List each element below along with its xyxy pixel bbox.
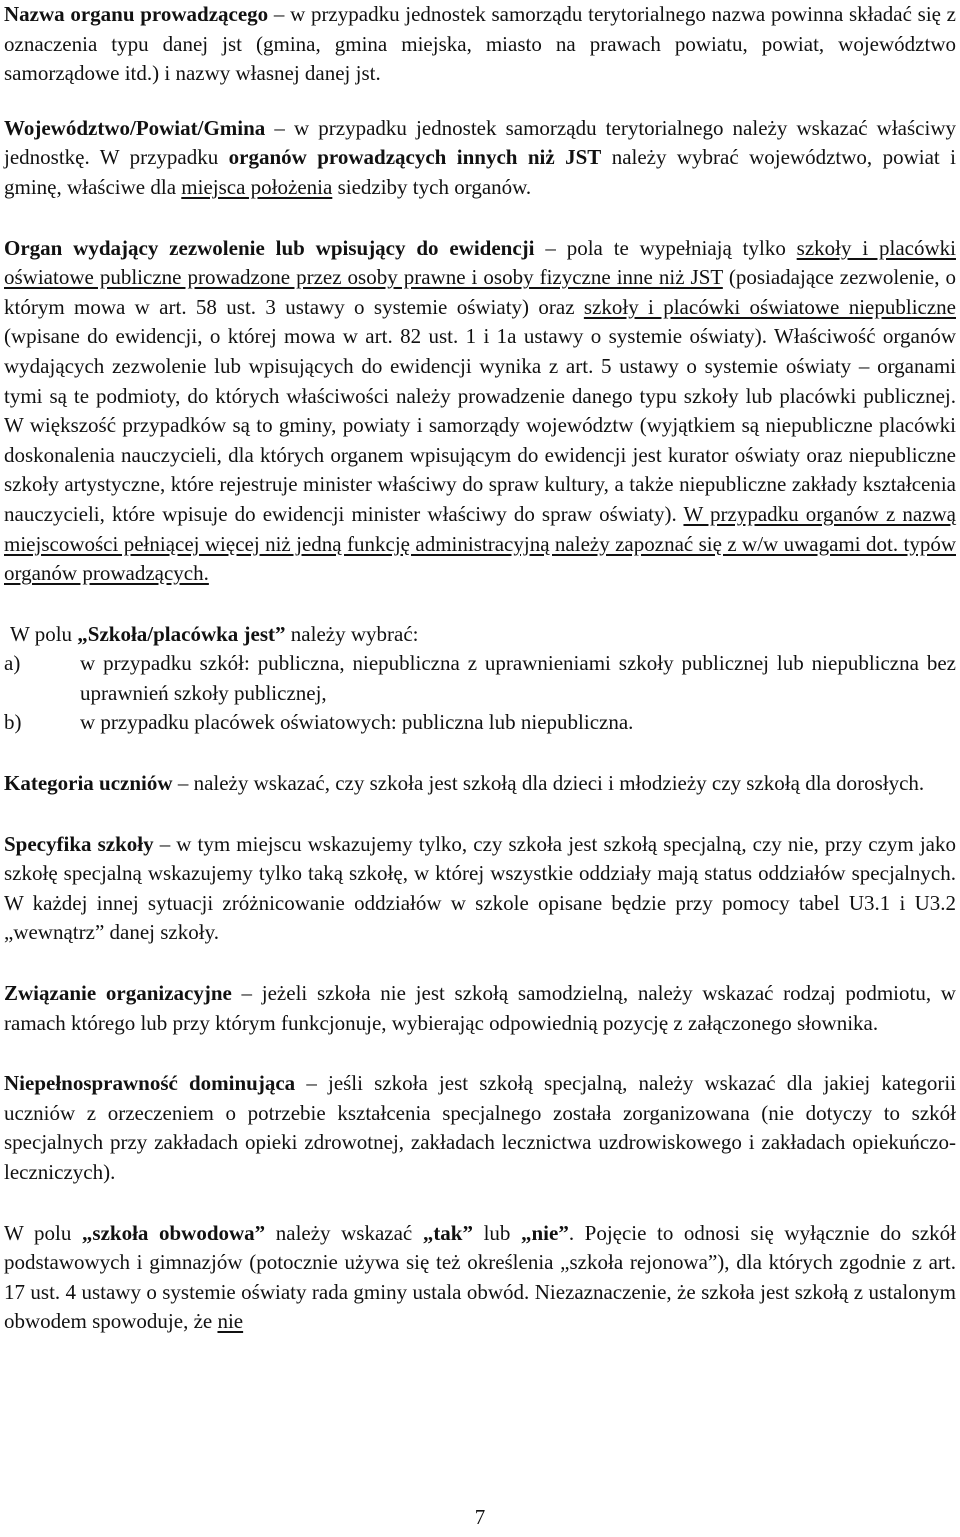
paragraph-szkola-placowka: W polu „Szkoła/placówka jest” należy wybrać: xyxy=(10,621,419,646)
szkola-placowka-list xyxy=(4,649,956,738)
term-wojewodztwo: Województwo/Powiat/Gmina xyxy=(4,115,266,140)
term-specyfika-szkoly: Specyfika szkoły xyxy=(4,831,154,856)
term-organ-wydajacy: Organ wydający zezwolenie lub wpisujący do ewidencji xyxy=(4,235,535,260)
list-item: a) w przypadku szkół: publiczna, niepubliczna z uprawnieniami szkoły publicznej lub niepubliczna bez uprawnień szkoły publicznej, xyxy=(4,651,956,705)
term-kategoria-uczniow: Kategoria uczniów xyxy=(4,771,173,796)
paragraph-niepelnosprawnosc: Niepełnosprawność dominująca – jeśli szkoła jest szkołą specjalną, należy wskazać dla jakiej kategorii uczniów z orzeczeniem o potrzebie kształcenia specjalnego została zorganizowana (nie dotyczy to szkół specjalnych przy zakładach opieki zdrowotnej, zakładach lecznictwa uzdrowiskowego i zakładach opiekuńczo-leczniczych). xyxy=(4,1071,957,1184)
paragraph-organ-prowadzacy: Nazwa organu prowadzącego – w przypadku jednostek samorządu terytorialnego nazwa powinna składać się z oznaczenia typu danej jst (gmina, gmina miejska, miasto na prawach powiatu, powiat, województwo samorządowe itd.) i nazwy własnej danej jst. xyxy=(4,2,956,86)
paragraph-kategoria-uczniow: Kategoria uczniów – należy wskazać, czy szkoła jest szkołą dla dzieci i młodzieży czy szkołą dla dorosłych. xyxy=(4,771,925,796)
paragraph-organ-wydajacy: Organ wydający zezwolenie lub wpisujący do ewidencji – pola te wypełniają tylko szkoły i placówki oświatowe publiczne prowadzone przez osoby prawne i osoby fizyczne inne niż JST (posiadające zezwolenie, o którym mowa w art. 58 ust. 3 ustawy o systemie oświaty) oraz szkoły i placówki oświatowe niepubliczne (wpisane do ewidencji, o której mowa w art. 82 ust. 1 i 1a ustawy o systemie oświaty). Właściwość organów wydających zezwolenie lub wpisujących do ewidencji wynika z art. 5 ustawy o systemie oświaty – organami tymi są te podmioty, do których właściwości należy prowadzenie danego typu szkoły lub placówki publicznej. W większość przypadków są to gminy, powiaty i samorządy województw (wyjątkiem są niepubliczne placówki doskonalenia nauczycieli, dla których organem wpisującym do ewidencji jest kurator oświaty oraz niepubliczne szkoły artystyczne, które rejestruje minister właściwy do spraw kultury, a także niepubliczne zakłady kształcenia nauczycieli, które wpisuje do ewidencji minister właściwy do spraw oświaty). W przypadku organów z nazwą miejscowości pełniącej więcej niż jedną funkcję administracyjną należy zapoznać się z w/w uwagami dot. typów organów prowadzących. xyxy=(4,235,956,586)
paragraph-szkola-obwodowa: W polu „szkoła obwodowa” należy wskazać „tak” lub „nie”. Pojęcie to odnosi się wyłącznie do szkół podstawowych i gimnazjów (potocznie używa się też określenia „szkoła rejonowa”), dla których zgodnie z art. 17 ust. 4 ustawy o systemie oświaty rada gminy ustala obwód. Niezaznaczenie, że szkoła jest szkołą z ustalonym obwodem spowoduje, że nie xyxy=(4,1220,956,1334)
term-nazwa-organu: Nazwa organu prowadzącego xyxy=(4,2,269,26)
term-zwiazanie-organizacyjne: Związanie organizacyjne xyxy=(4,981,232,1006)
document-page xyxy=(4,0,956,1337)
section-szkola-placowka xyxy=(4,620,956,738)
paragraph-wojewodztwo: Województwo/Powiat/Gmina – w przypadku jednostek samorządu terytorialnego należy wskazać właściwy jednostkę. W przypadku organów prowadzących innych niż JST należy wybrać województwo, powiat i gminę, właściwe dla miejsca położenia siedziby tych organów. xyxy=(4,115,956,199)
list-item: b) w przypadku placówek oświatowych: publiczna lub niepubliczna. xyxy=(4,710,634,735)
paragraph-zwiazanie-organizacyjne: Związanie organizacyjne – jeżeli szkoła nie jest szkołą samodzielną, należy wskazać rodzaj podmiotu, w ramach którego lub przy którym funkcjonuje, wybierając odpowiednią pozycję z załączonego słownika. xyxy=(4,981,956,1035)
term-niepelnosprawnosc: Niepełnosprawność dominująca xyxy=(4,1071,296,1096)
paragraph-specyfika-szkoly: Specyfika szkoły – w tym miejscu wskazujemy tylko, czy szkoła jest szkołą specjalną, czy nie, przy czym jako szkołę specjalną wskazujemy tylko taką szkołę, w której wszystkie oddziały mają status oddziałów specjalnych. W każdej innej sytuacji zróżnicowanie oddziałów w szkole opisane będzie przy pomocy tabel U3.1 i U3.2 „wewnątrz” danej szkoły. xyxy=(4,831,956,945)
page-number: 7 xyxy=(474,1505,486,1529)
